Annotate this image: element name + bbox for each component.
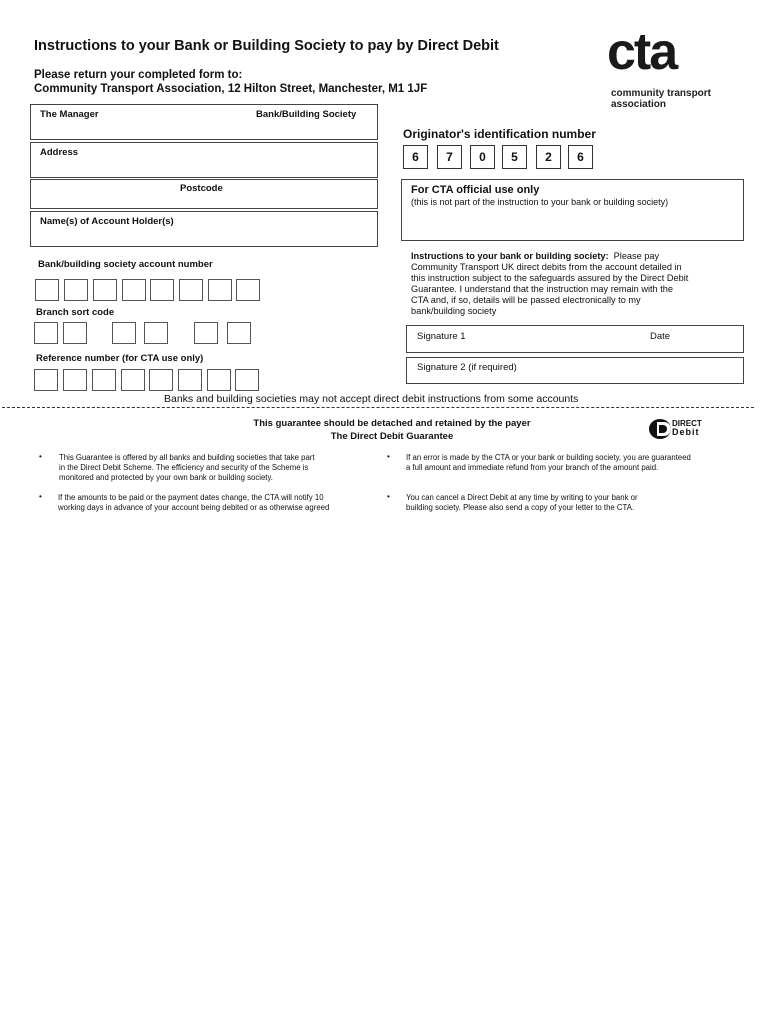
address-label: Address [40,147,79,158]
bullet-icon: • [387,492,390,501]
bank-instructions-line: Please pay [613,251,660,261]
postcode-label: Postcode [180,183,223,194]
page-title: Instructions to your Bank or Building Society to pay by Direct Debit [34,38,499,54]
guarantee-item-4 [406,493,761,513]
account-number-label: Bank/building society account number [38,259,213,270]
sort-code-cell-4[interactable] [144,322,168,344]
sort-code-label: Branch sort code [36,307,115,318]
originator-digit-2: 7 [437,145,462,169]
account-number-cell-8[interactable] [236,279,260,301]
direct-debit-logo-word1: DIRECT [672,419,702,428]
guarantee-item-2 [58,493,398,513]
direct-debit-logo [648,418,720,440]
reference-cell-7[interactable] [207,369,231,391]
sort-code-cell-3[interactable] [112,322,136,344]
originator-label: Originator's identification number [403,127,596,141]
bank-instructions [411,251,741,317]
signature-1-label: Signature 1 [417,331,466,342]
return-instruction: Please return your completed form to: [34,69,243,81]
guarantee-line: monitored and protected by your own bank or building society. [59,473,273,482]
signature-2-label: Signature 2 (if required) [417,362,517,373]
cta-logo: cta [607,23,677,81]
originator-digit-3: 0 [470,145,495,169]
guarantee-title: The Direct Debit Guarantee [330,431,454,442]
guarantee-line: If the amounts to be paid or the payment dates change, the CTA will notify 10 [58,493,324,502]
account-number-cell-6[interactable] [179,279,203,301]
bank-instructions-line: this instruction subject to the safeguards assured by the Direct Debit [411,273,689,283]
guarantee-line: building society. Please also send a copy of your letter to the CTA. [406,503,635,512]
account-number-cell-4[interactable] [122,279,146,301]
originator-digit-1: 6 [403,145,428,169]
reference-cell-6[interactable] [178,369,202,391]
account-number-cell-3[interactable] [93,279,117,301]
official-use-title: For CTA official use only [411,184,540,196]
originator-digit-5: 2 [536,145,561,169]
bullet-icon: • [39,492,42,501]
bank-instructions-line: CTA and, if so, details will be passed electronically to my [411,295,641,305]
reference-cell-4[interactable] [121,369,145,391]
guarantee-line: You can cancel a Direct Debit at any time by writing to your bank or [406,493,638,502]
bullet-icon: • [387,452,390,461]
account-number-cell-2[interactable] [64,279,88,301]
account-number-cell-7[interactable] [208,279,232,301]
reference-label: Reference number (for CTA use only) [36,353,204,364]
originator-digit-6: 6 [568,145,593,169]
guarantee-line: in the Direct Debit Scheme. The efficiency and security of the Scheme is [59,463,309,472]
guarantee-line: This Guarantee is offered by all banks and building societies that take part [59,453,315,462]
bank-instructions-line: Community Transport UK direct debits from the account detailed in [411,262,682,272]
guarantee-line: working days in advance of your account being debited or as otherwise agreed [58,503,330,512]
detach-line [2,407,754,408]
reference-cell-1[interactable] [34,369,58,391]
bullet-icon: • [39,452,42,461]
reference-cell-3[interactable] [92,369,116,391]
bank-instructions-heading: Instructions to your bank or building society: [411,251,609,261]
originator-digit-4: 5 [502,145,527,169]
bank-instructions-line: bank/building society [411,306,497,316]
return-address: Community Transport Association, 12 Hilton Street, Manchester, M1 1JF [34,83,428,95]
sort-code-cell-6[interactable] [227,322,251,344]
guarantee-item-1 [59,453,389,483]
manager-label: The Manager [40,109,99,120]
bank-instructions-line: Guarantee. I understand that the instruction may remain with the [411,284,673,294]
date-label: Date [650,331,671,342]
sort-code-cell-1[interactable] [34,322,58,344]
reference-cell-2[interactable] [63,369,87,391]
detach-instruction: This guarantee should be detached and retained by the payer [253,418,531,429]
sort-code-cell-5[interactable] [194,322,218,344]
sort-code-cell-2[interactable] [63,322,87,344]
acceptance-notice: Banks and building societies may not accept direct debit instructions from some accounts [164,393,579,405]
official-use-note: (this is not part of the instruction to your bank or building society) [411,197,669,207]
bank-label: Bank/Building Society [256,109,357,120]
account-holders-label: Name(s) of Account Holder(s) [40,216,174,227]
account-number-cell-1[interactable] [35,279,59,301]
account-number-cell-5[interactable] [150,279,174,301]
address-field[interactable] [30,142,378,178]
reference-cell-5[interactable] [149,369,173,391]
cta-logo-subtitle-line2: association [611,99,667,110]
direct-debit-logo-word2: Debit [672,427,700,437]
reference-cell-8[interactable] [235,369,259,391]
guarantee-line: If an error is made by the CTA or your bank or building society, you are guaranteed [406,453,691,462]
guarantee-item-3 [406,453,761,473]
cta-logo-subtitle-line1: community transport [611,88,712,99]
guarantee-line: a full amount and immediate refund from your branch of the amount paid. [406,463,659,472]
